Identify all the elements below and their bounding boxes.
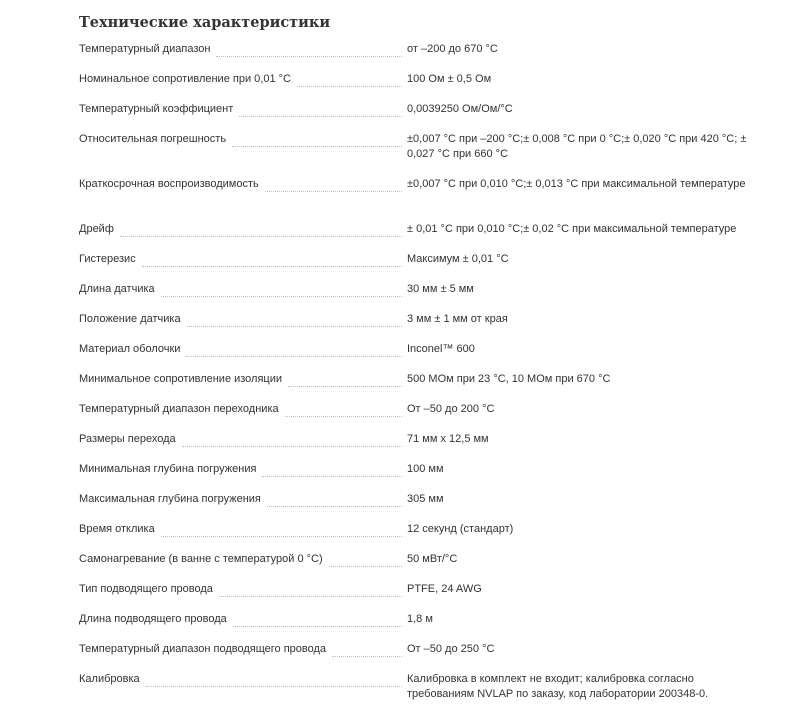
dotted-leader [297, 72, 402, 87]
dotted-leader [288, 372, 402, 387]
spec-value: 100 мм [407, 463, 444, 475]
spec-label: Размеры перехода [79, 433, 176, 445]
spec-value: От –50 до 200 °C [407, 403, 495, 415]
spec-label: Калибровка [79, 673, 140, 685]
section-title: Технические характеристики [79, 14, 331, 31]
dotted-leader [142, 252, 402, 267]
spec-label: Температурный диапазон подводящего провода [79, 643, 327, 655]
spec-label: Положение датчика [79, 313, 181, 325]
spec-row [79, 578, 759, 608]
spec-value: 100 Ом ± 0,5 Ом [407, 73, 492, 85]
spec-value: 50 мВт/°C [407, 553, 458, 565]
spec-label: Максимальная глубина погружения [79, 493, 261, 505]
spec-row [79, 248, 759, 278]
spec-value: 12 секунд (стандарт) [407, 523, 514, 535]
spec-row [79, 338, 759, 368]
dotted-leader [182, 432, 402, 447]
spec-value: PTFE, 24 AWG [407, 583, 482, 595]
specifications-section [79, 0, 759, 706]
spec-label: Минимальная глубина погружения [79, 463, 257, 475]
dotted-leader [262, 462, 402, 477]
dotted-leader [329, 552, 402, 567]
spec-value: ±0,007 °C при –200 °C;± 0,008 °C при 0 °C;± 0,020 °C при 420 °C; ± 0,027 °C при 660 °C [407, 133, 747, 160]
dotted-leader [239, 102, 402, 117]
dotted-leader [187, 312, 402, 327]
spec-row [79, 398, 759, 428]
spec-value: 3 мм ± 1 мм от края [407, 313, 508, 325]
spec-label: Номинальное сопротивление при 0,01 °C [79, 73, 291, 85]
spec-row [79, 278, 759, 308]
spec-row [79, 458, 759, 488]
spec-row [79, 428, 759, 458]
dotted-leader [285, 402, 402, 417]
spec-row [79, 668, 759, 706]
spec-row [79, 548, 759, 578]
dotted-leader [120, 222, 402, 237]
spec-row [79, 218, 759, 248]
spec-label: Длина подводящего провода [79, 613, 227, 625]
spec-value: от –200 до 670 °C [407, 43, 498, 55]
spec-label: Краткосрочная воспроизводимость [79, 178, 259, 190]
spec-label: Дрейф [79, 223, 114, 235]
spec-row [79, 98, 759, 128]
spec-label: Тип подводящего провода [79, 583, 213, 595]
spec-value: 30 мм ± 5 мм [407, 283, 474, 295]
spec-value: ± 0,01 °C при 0,010 °C;± 0,02 °C при максимальной температуре [407, 223, 737, 235]
spec-value: 71 мм x 12,5 мм [407, 433, 489, 445]
dotted-leader [216, 42, 402, 57]
dotted-leader [332, 642, 402, 657]
spec-value: Максимум ± 0,01 °C [407, 253, 509, 265]
dotted-leader [267, 492, 402, 507]
dotted-leader [161, 282, 402, 297]
spec-label: Температурный коэффициент [79, 103, 234, 115]
spec-row [79, 518, 759, 548]
spec-label: Гистерезис [79, 253, 136, 265]
spec-value: 305 мм [407, 493, 444, 505]
dotted-leader [161, 522, 402, 537]
dotted-leader [186, 342, 402, 357]
spec-label: Длина датчика [79, 283, 155, 295]
spec-label: Материал оболочки [79, 343, 181, 355]
spec-value: От –50 до 250 °C [407, 643, 495, 655]
spec-row [79, 608, 759, 638]
dotted-leader [232, 132, 402, 147]
spec-label: Самонагревание (в ванне с температурой 0 °C) [79, 553, 323, 565]
dotted-leader [146, 672, 402, 687]
spec-row [79, 488, 759, 518]
spec-value: ±0,007 °C при 0,010 °C;± 0,013 °C при максимальной температуре [407, 178, 746, 190]
spec-value: 500 МОм при 23 °C, 10 МОм при 670 °C [407, 373, 611, 385]
spec-label: Минимальное сопротивление изоляции [79, 373, 283, 385]
dotted-leader [233, 612, 402, 627]
spec-label: Время отклика [79, 523, 155, 535]
spec-row [79, 368, 759, 398]
spec-row [79, 68, 759, 98]
spec-row [79, 638, 759, 668]
spec-list [79, 38, 759, 706]
spec-value: 0,0039250 Ом/Ом/°C [407, 103, 513, 115]
spec-row [79, 128, 759, 173]
spec-value: 1,8 м [407, 613, 433, 625]
spec-label: Относительная погрешность [79, 133, 227, 145]
spec-label: Температурный диапазон [79, 43, 211, 55]
spec-value: Калибровка в комплект не входит; калибровка согласно требованиям NVLAP по заказу, код лаборатории 200348-0. [407, 673, 709, 700]
dotted-leader [265, 177, 402, 192]
spec-row [79, 173, 759, 218]
dotted-leader [219, 582, 402, 597]
spec-value: Inconel™ 600 [407, 343, 475, 355]
spec-row [79, 38, 759, 68]
spec-label: Температурный диапазон переходника [79, 403, 279, 415]
spec-row [79, 308, 759, 338]
